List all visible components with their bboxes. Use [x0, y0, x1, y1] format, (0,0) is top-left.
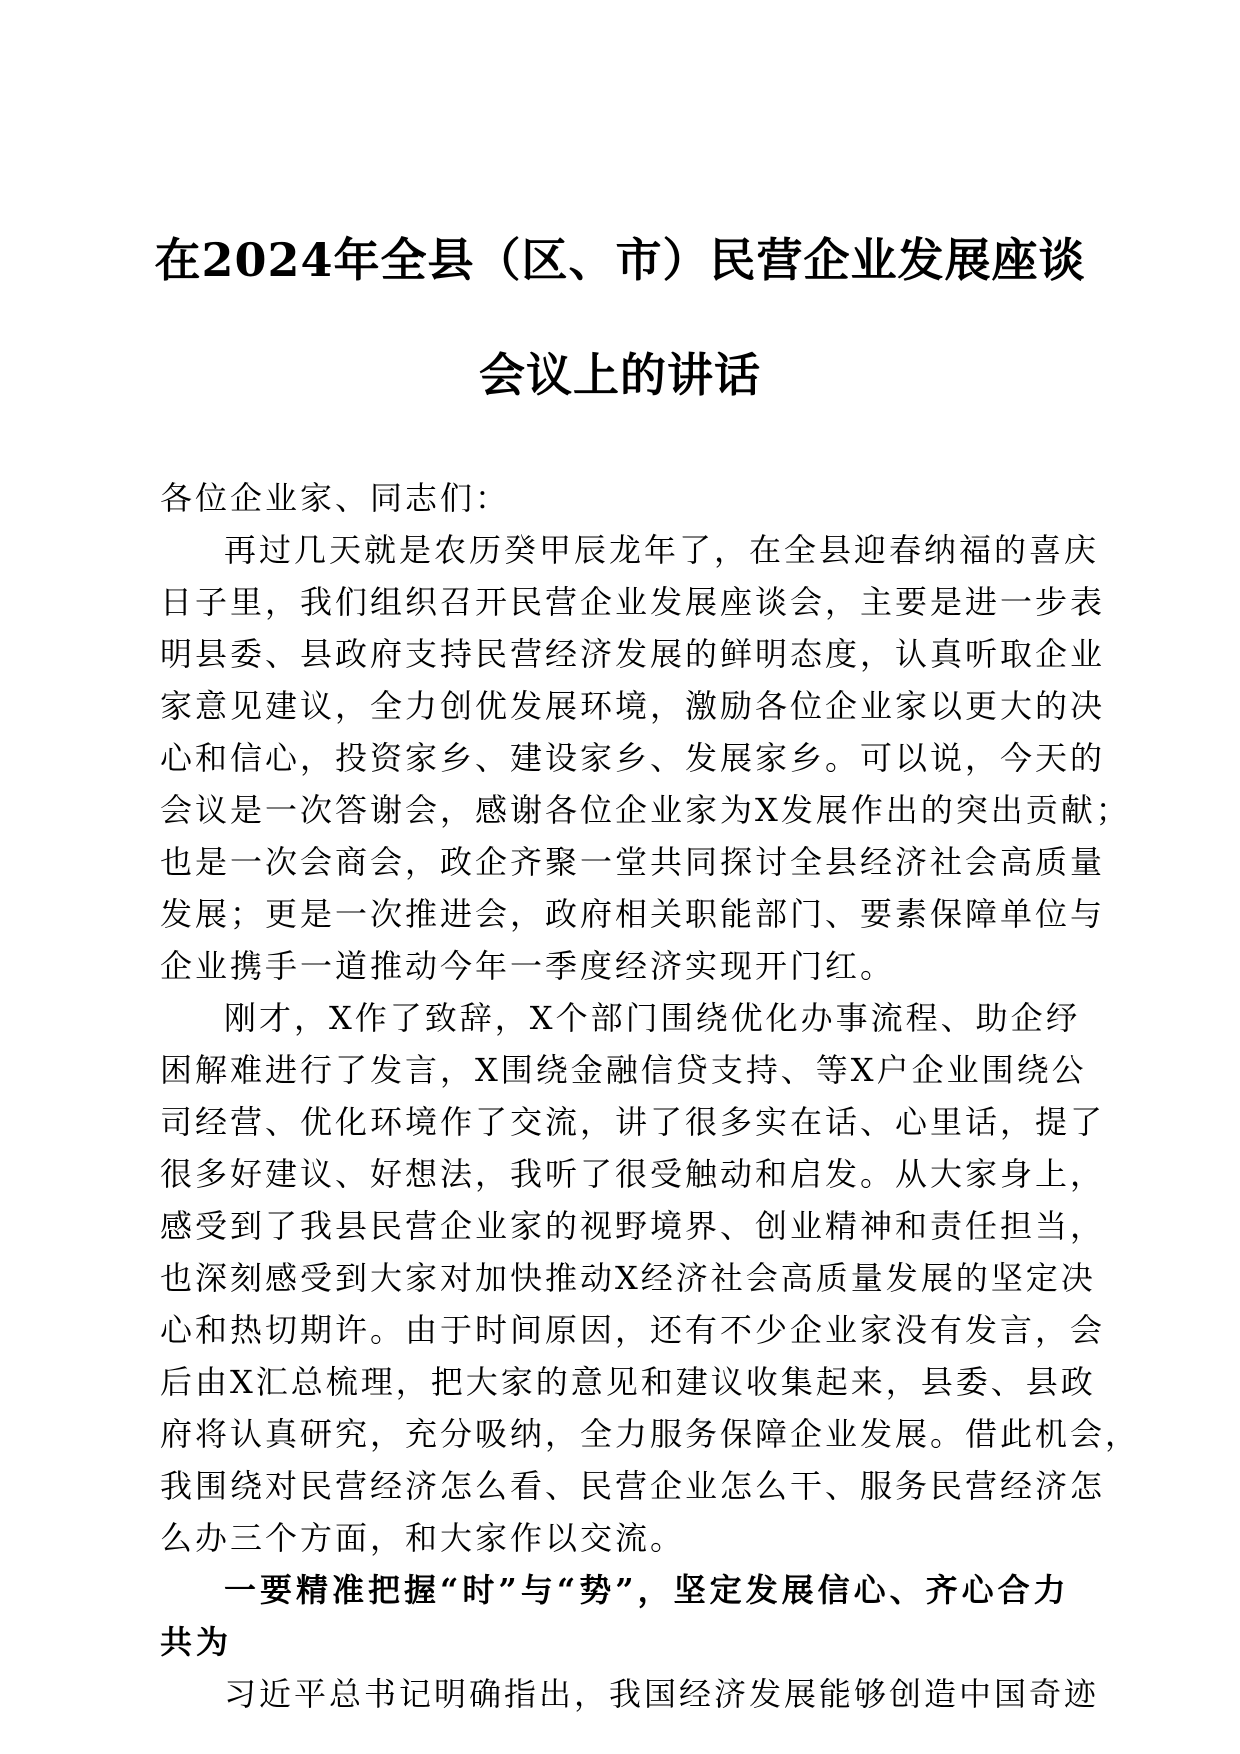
paragraph-line: 心和热切期许。由于时间原因，还有不少企业家没有发言，会	[160, 1311, 1106, 1349]
paragraph-line: 明县委、县政府支持民营经济发展的鲜明态度，认真听取企业	[160, 635, 1106, 673]
paragraph-line: 也是一次会商会，政企齐聚一堂共同探讨全县经济社会高质量	[160, 843, 1106, 881]
document-body	[160, 472, 1141, 1720]
document-title-line-1: 在2024年全县（区、市）民营企业发展座谈	[154, 233, 1086, 287]
paragraph-line: 会议是一次答谢会，感谢各位企业家为X发展作出的突出贡献；	[160, 791, 1131, 829]
document-title-line-2: 会议上的讲话	[479, 348, 761, 402]
paragraph-line: 刚才，X作了致辞，X个部门围绕优化办事流程、助企纾	[224, 999, 1081, 1037]
paragraph-line: 很多好建议、好想法，我听了很受触动和启发。从大家身上，	[160, 1155, 1106, 1193]
paragraph-line: 后由X汇总梳理，把大家的意见和建议收集起来，县委、县政	[160, 1363, 1096, 1401]
paragraph-line: 也深刻感受到大家对加快推动X经济社会高质量发展的坚定决	[160, 1259, 1096, 1297]
paragraph-line: 日子里，我们组织召开民营企业发展座谈会，主要是进一步表	[160, 583, 1106, 621]
paragraph-line: 发展；更是一次推进会，政府相关职能部门、要素保障单位与	[160, 895, 1106, 933]
paragraph-line: 司经营、优化环境作了交流，讲了很多实在话、心里话，提了	[160, 1103, 1106, 1141]
paragraph-line: 困解难进行了发言，X围绕金融信贷支持、等X户企业围绕公	[160, 1051, 1087, 1089]
salutation: 各位企业家、同志们：	[160, 479, 511, 517]
section-heading: 一要精准把握“时”与“势”，坚定发展信心、齐心合力	[224, 1571, 1070, 1609]
paragraph-line: 心和信心，投资家乡、建设家乡、发展家乡。可以说，今天的	[160, 739, 1106, 777]
paragraph-line: 再过几天就是农历癸甲辰龙年了，在全县迎春纳福的喜庆	[224, 531, 1100, 569]
paragraph-line: 么办三个方面，和大家作以交流。	[160, 1519, 686, 1557]
paragraph-line: 感受到了我县民营企业家的视野境界、创业精神和责任担当，	[160, 1207, 1106, 1245]
paragraph-line: 习近平总书记明确指出，我国经济发展能够创造中国奇迹	[224, 1675, 1100, 1713]
paragraph-line: 我围绕对民营经济怎么看、民营企业怎么干、服务民营经济怎	[160, 1467, 1106, 1505]
paragraph-line: 家意见建议，全力创优发展环境，激励各位企业家以更大的决	[160, 687, 1106, 725]
section-heading: 共为	[160, 1623, 233, 1661]
paragraph-line: 企业携手一道推动今年一季度经济实现开门红。	[160, 947, 896, 985]
paragraph-line: 府将认真研究，充分吸纳，全力服务保障企业发展。借此机会，	[160, 1415, 1141, 1453]
